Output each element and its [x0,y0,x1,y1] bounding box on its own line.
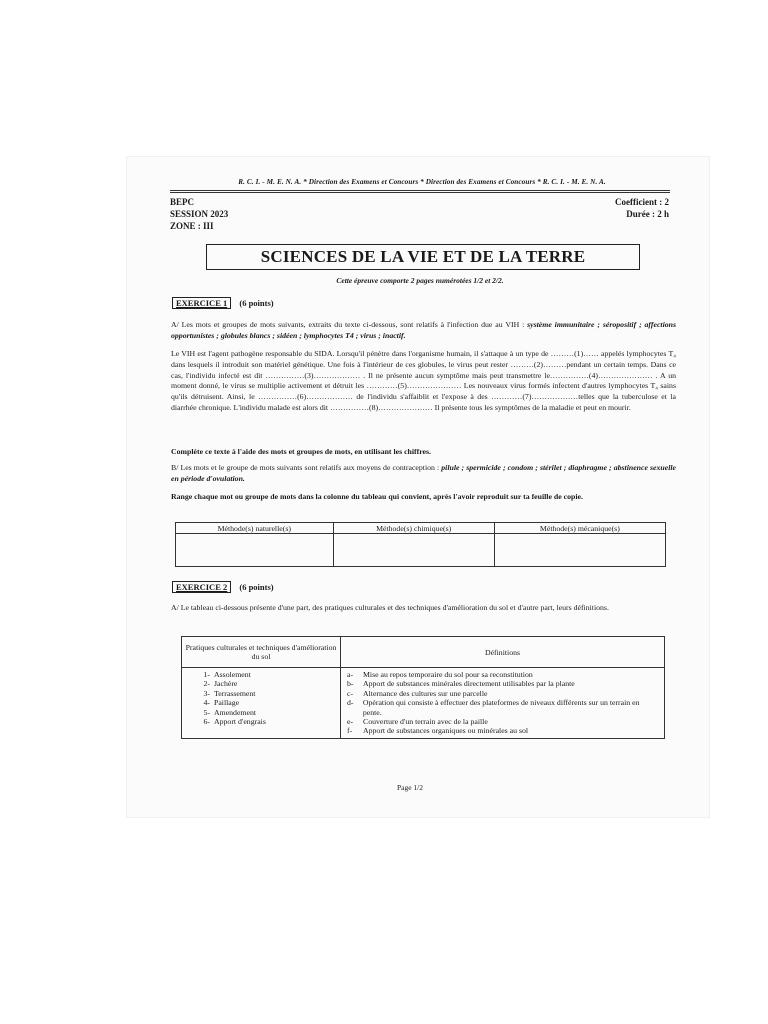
item-letter: b- [347,679,354,689]
list-item [347,689,658,698]
item-text: Couverture d'un terrain avec de la paille [363,717,488,727]
exam-meta-right [615,196,669,220]
item-letter: c- [347,688,354,698]
table-cell [333,534,494,567]
item-text: Assolement [214,670,251,679]
item-text: Opération qui consiste à effectuer des plateformes de niveaux différents sur un terrain en pente. [362,698,640,717]
list-item [188,708,334,717]
exercise-2-a-intro: A/ Le tableau ci-dessous présente d'une part, des pratiques culturales et des techniques d'amélioration du sol et d'autre part, leurs définitions. [171,603,609,612]
item-number: 5- [203,707,210,717]
list-item [188,679,334,688]
exam-meta-left [170,196,228,232]
exercise-1-label: EXERCICE 1 [172,297,231,309]
item-text: Amendement [214,707,257,717]
list-item [188,717,334,726]
exercise-1-a-text: A/ Les mots et groupes de mots suivants, extraits du texte ci-dessous, sont relatifs à l'infection due au VIH : [171,320,525,329]
exercise-2-points: (6 points) [239,582,274,592]
page-count-note: Cette épreuve comporte 2 pages numérotées 1/2 et 2/2. [336,276,504,285]
column-mechanical: Méthode(s) mécanique(s) [494,523,665,534]
column-chemical: Méthode(s) chimique(s) [333,523,494,534]
list-item [188,670,334,679]
exercise-2-heading [172,582,274,592]
exercise-1-instruction: Complète ce texte à l'aide des mots et groupes de mots, en utilisant les chiffres. [171,447,432,456]
item-text: Alternance des cultures sur une parcelle [363,688,488,698]
exercise-1-b-words: pilule ; spermicide ; condom ; stérilet ; diaphragme ; abstinence sexuelle en période d'ovulation. [171,463,676,483]
item-number: 3- [203,688,210,698]
list-item [347,670,658,679]
item-number: 4- [203,698,210,708]
exercise-1-range-instruction: Range chaque mot ou groupe de mots dans la colonne du tableau qui convient, après l'avoir reproduit sur ta feuille de copie. [171,492,583,501]
item-text: Jachère [214,679,238,689]
subject-title-box [206,244,640,270]
exercise-1-b-text: B/ Les mots et le groupe de mots suivants sont relatifs aux moyens de contraception : [171,463,440,472]
list-item [347,717,658,726]
column-definitions: Définitions [341,637,665,668]
page-number: Page 1/2 [396,783,424,792]
exercise-1-text: Le VIH est l'agent pathogène responsable du SIDA. Lorsqu'il pénètre dans l'organisme humain, il s'attaque à un type de ………(1)…… appelés lymphocytes T₄ dans lesquels il introduit son matériel génétique. Une fois à l'intérieur de ces globules, le virus peut rester ………(2)………pendant un certain temps. Dans ce cas, l'individu infecté est dit ……………(3)……………… . Il ne présente aucun symptôme mais peut transmettre le……………(4)………………… . A un moment donné, le virus se multiplie activement et détruit les …………(5)………………… Les nouveaux virus formés infectent d'autres lymphocytes T₄ sains qu'ils détruisent. Ainsi, le ……………(6)……………… de l'individu s'affaiblit et l'expose à des …………(7)………………telles que la tuberculose et la diarrhée chronique. L'individu malade est alors dit ……………(8)………………… Il présente tous les symptômes de la maladie et peut en mourir. [171,349,676,412]
header-banner: R. C. I. - M. E. N. A. * Direction des Examens et Concours * Direction des Examens et Concours * R. C. I. - M. E. N. A. [238,178,606,186]
item-number: 2- [203,679,210,689]
exercise-1-points: (6 points) [239,298,274,308]
table-cell [494,534,665,567]
list-item [347,698,658,717]
exercise-1-heading [172,298,274,308]
exam-name: BEPC [170,197,195,207]
item-number: 6- [203,717,210,727]
exercise-1-a-words: système immunitaire ; séropositif ; affections opportunistes ; globules blancs ; sidéen ; lymphocytes T4 ; virus ; inactif. [171,320,677,340]
item-letter: d- [347,698,354,708]
item-letter: e- [347,717,354,727]
exam-session: SESSION 2023 [170,209,229,219]
exercise-2-label: EXERCICE 2 [172,581,231,593]
item-text: Apport d'engrais [214,717,266,727]
table-cell [176,534,334,567]
column-natural: Méthode(s) naturelle(s) [176,523,334,534]
list-item [188,698,334,707]
item-text: Terrassement [214,688,256,698]
item-text: Paillage [214,698,240,708]
exercise-1-b-intro [171,463,676,485]
subject-title: SCIENCES DE LA VIE ET DE LA TERRE [260,247,586,266]
list-item [347,679,658,688]
item-text: Apport de substances minérales directement utilisables par la plante [363,679,575,689]
item-text: Apport de substances organiques ou minérales au sol [363,726,529,736]
definitions-list [341,668,665,739]
list-item [188,689,334,698]
list-item [347,726,658,735]
exam-coefficient: Coefficient : 2 [615,197,669,207]
exercise-1-a-intro [171,320,676,342]
item-number: 1- [203,670,210,679]
item-letter: a- [347,670,354,679]
header-rule [170,190,670,191]
column-practices: Pratiques culturales et techniques d'amélioration du sol [182,637,341,668]
exam-zone: ZONE : III [170,221,214,231]
contraception-table [175,522,666,567]
practices-list [182,668,341,739]
exam-duration: Durée : 2 h [626,209,669,219]
item-letter: f- [347,726,353,736]
soil-practices-table [181,636,665,739]
item-text: Mise au repos temporaire du sol pour sa reconstitution [363,670,533,679]
header-rule [170,192,670,193]
